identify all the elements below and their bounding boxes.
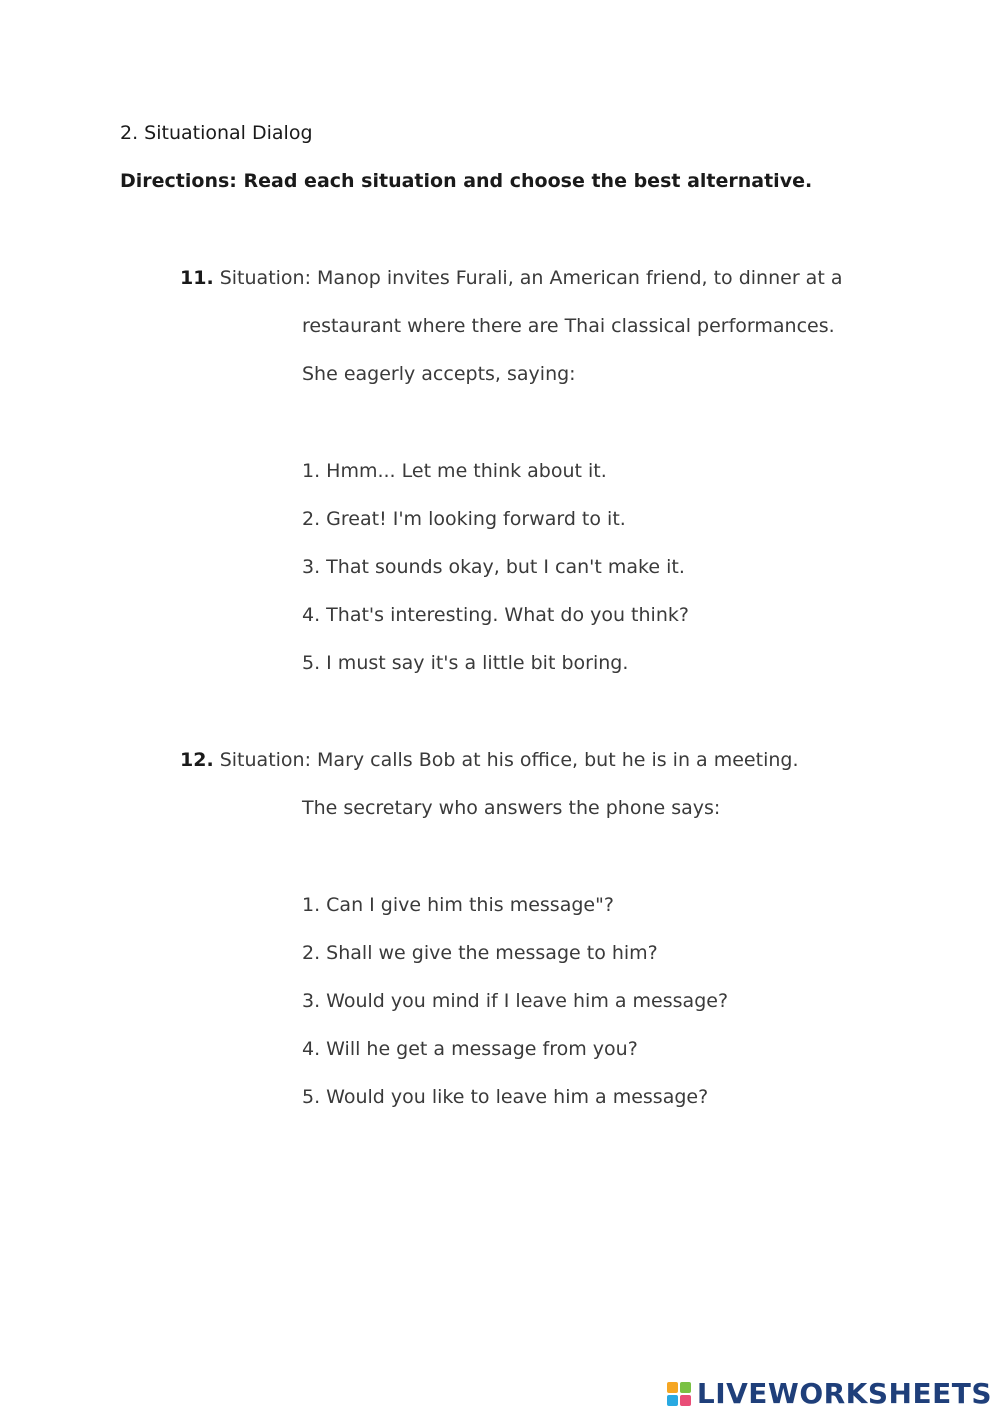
question-11-number: 11. (180, 267, 214, 289)
question-12-line-1 (180, 749, 799, 771)
question-11-line-1 (180, 267, 842, 289)
logo-square-4 (680, 1395, 691, 1406)
question-11-option-3[interactable]: 3. That sounds okay, but I can't make it. (302, 556, 685, 578)
logo-square-2 (680, 1382, 691, 1393)
liveworksheets-logo-text: LIVEWORKSHEETS (696, 1377, 992, 1410)
logo-square-1 (667, 1382, 678, 1393)
question-12-option-5[interactable]: 5. Would you like to leave him a message? (302, 1086, 709, 1108)
question-12-option-3[interactable]: 3. Would you mind if I leave him a message? (302, 990, 729, 1012)
question-12-number: 12. (180, 749, 214, 771)
question-12-line-2: The secretary who answers the phone says: (302, 797, 721, 819)
question-11-option-4[interactable]: 4. That's interesting. What do you think? (302, 604, 689, 626)
question-11-option-1[interactable]: 1. Hmm... Let me think about it. (302, 460, 607, 482)
section-title: 2. Situational Dialog (120, 122, 313, 144)
liveworksheets-logo-icon (667, 1382, 691, 1406)
question-11-option-5[interactable]: 5. I must say it's a little bit boring. (302, 652, 629, 674)
question-11-line-3: She eagerly accepts, saying: (302, 363, 576, 385)
logo-square-3 (667, 1395, 678, 1406)
question-12-situation: Situation: Mary calls Bob at his office, but he is in a meeting. (219, 749, 799, 771)
question-12-option-1[interactable]: 1. Can I give him this message"? (302, 894, 614, 916)
question-11-option-2[interactable]: 2. Great! I'm looking forward to it. (302, 508, 626, 530)
question-12-option-2[interactable]: 2. Shall we give the message to him? (302, 942, 658, 964)
liveworksheets-logo (667, 1377, 992, 1410)
directions-text: Directions: Read each situation and choose the best alternative. (120, 170, 813, 192)
question-11-line-2: restaurant where there are Thai classical performances. (302, 315, 835, 337)
question-12-option-4[interactable]: 4. Will he get a message from you? (302, 1038, 638, 1060)
question-11-situation: Situation: Manop invites Furali, an American friend, to dinner at a (219, 267, 843, 289)
